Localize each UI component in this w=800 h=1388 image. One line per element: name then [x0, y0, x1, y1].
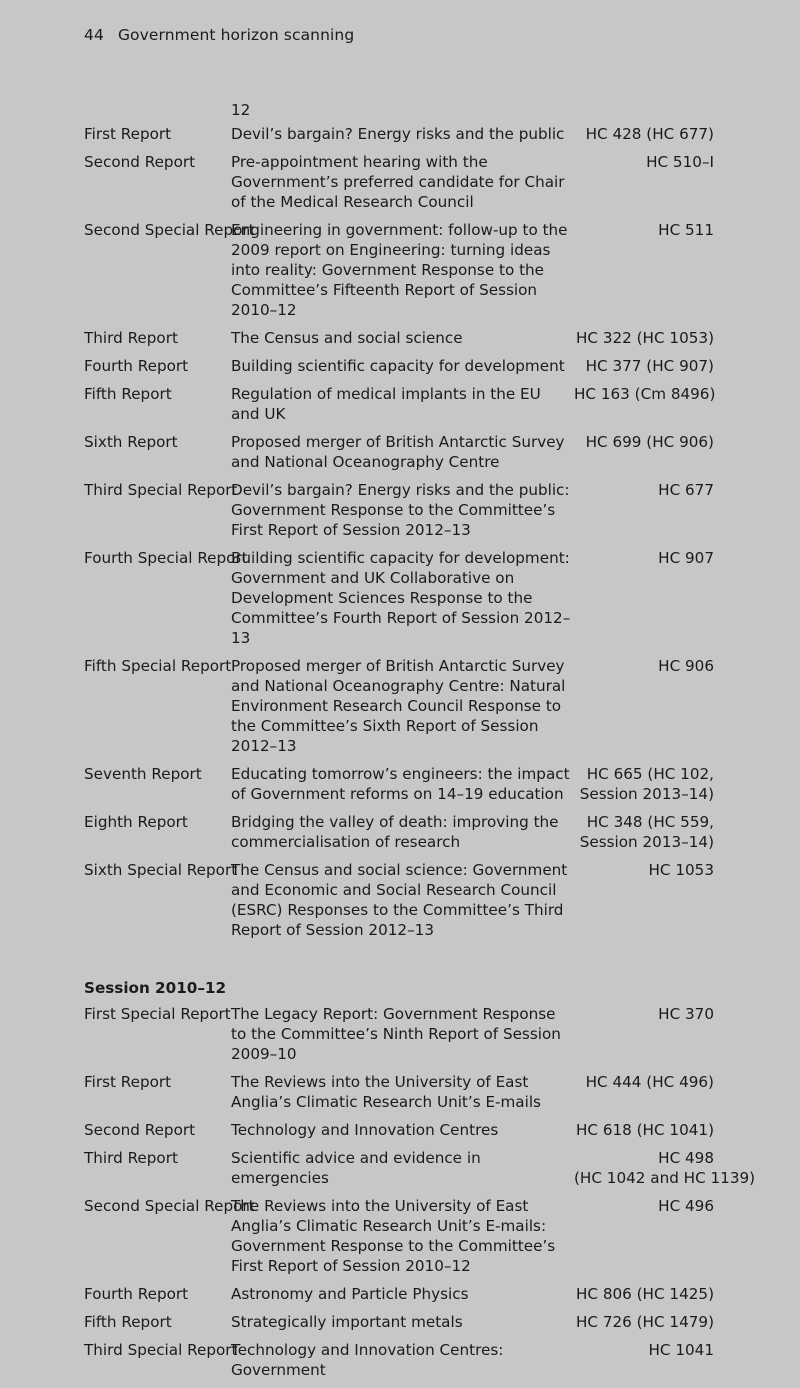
report-label: First Report	[84, 1073, 172, 1091]
list-item	[84, 152, 714, 212]
list-item	[84, 356, 714, 376]
report-title: Scientific advice and evidence in emergencies	[231, 1149, 481, 1187]
report-label: Fifth Special Report	[84, 657, 232, 675]
report-title: Proposed merger of British Antarctic Survey and National Oceanography Centre	[231, 433, 565, 471]
report-title: Educating tomorrow’s engineers: the impact of Government reforms on 14–19 education	[231, 765, 570, 803]
report-title: Strategically important metals	[231, 1313, 463, 1331]
list-item	[84, 1120, 714, 1140]
report-label: Fourth Special Report	[84, 549, 248, 567]
report-title: Devil’s bargain? Energy risks and the public: Government Response to the Committee’s First Report of Session 2012–13	[231, 481, 570, 539]
report-title: Building scientific capacity for development	[231, 357, 565, 375]
paper-reference: HC 163 (Cm 8496)	[574, 385, 716, 403]
paper-reference: HC 618 (HC 1041)	[575, 1121, 714, 1139]
report-label: First Report	[84, 125, 172, 143]
paper-reference: HC 496	[658, 1197, 714, 1215]
page-number: 44	[84, 26, 104, 44]
paper-reference: HC 1053	[648, 861, 714, 879]
report-title: Building scientific capacity for development: Government and UK Collaborative on Development Sciences Response to the Committee’s Fourth Report of Session 2012–13	[231, 549, 571, 647]
list-item	[84, 812, 714, 852]
report-title: Pre-appointment hearing with the Government’s preferred candidate for Chair of the Medical Research Council	[231, 153, 565, 211]
report-title: The Legacy Report: Government Response to the Committee’s Ninth Report of Session 2009–10	[231, 1005, 561, 1063]
running-title: Government horizon scanning	[117, 26, 355, 44]
paper-reference: HC 806 (HC 1425)	[575, 1285, 714, 1303]
report-title: Technology and Innovation Centres	[231, 1121, 499, 1139]
paper-reference: HC 906	[658, 657, 714, 675]
report-label: Third Report	[84, 1149, 178, 1167]
paper-reference: HC 699 (HC 906)	[585, 433, 714, 451]
report-title: Astronomy and Particle Physics	[231, 1285, 469, 1303]
list-item	[84, 1004, 714, 1064]
report-label: Second Report	[84, 1121, 196, 1139]
report-label: Second Special Report	[84, 1197, 255, 1215]
paper-reference: HC 428 (HC 677)	[585, 125, 714, 143]
report-label: Third Report	[84, 329, 178, 347]
list-item	[84, 764, 714, 804]
section-subheading: 12	[231, 101, 251, 119]
paper-reference: HC 377 (HC 907)	[585, 357, 714, 375]
paper-reference: HC 370	[658, 1005, 714, 1023]
list-item	[84, 1312, 714, 1332]
report-title: Engineering in government: follow-up to the 2009 report on Engineering: turning ideas into reality: Government Response to the Committee’s Fifteenth Report of Session 2010–12	[231, 221, 568, 319]
report-label: Third Special Report	[84, 1341, 238, 1359]
list-item	[84, 384, 714, 424]
list-item	[84, 548, 714, 648]
list-item	[84, 656, 714, 756]
report-label: Eighth Report	[84, 813, 188, 831]
paper-reference: HC 511	[658, 221, 714, 239]
report-label: Second Special Report	[84, 221, 255, 239]
report-label: Seventh Report	[84, 765, 202, 783]
list-item	[84, 220, 714, 320]
paper-reference: HC 677	[658, 481, 714, 499]
report-title: Devil’s bargain? Energy risks and the public	[231, 125, 565, 143]
list-item	[84, 328, 714, 348]
report-title: The Reviews into the University of East Anglia’s Climatic Research Unit’s E-mails	[231, 1073, 541, 1111]
list-item	[84, 860, 714, 940]
paper-reference: HC 510–I	[646, 153, 714, 171]
paper-reference: HC 444 (HC 496)	[585, 1073, 714, 1091]
report-label: First Special Report	[84, 1005, 231, 1023]
paper-reference: HC 1041	[648, 1341, 714, 1359]
paper-reference: HC 665 (HC 102, Session 2013–14)	[579, 765, 714, 803]
report-title: The Census and social science: Government and Economic and Social Research Council (ESRC) Responses to the Committee’s Third Report of Session 2012–13	[231, 861, 568, 939]
list-item	[84, 1196, 714, 1276]
report-title: Technology and Innovation Centres: Government	[231, 1341, 504, 1379]
report-label: Fourth Report	[84, 357, 189, 375]
report-title: Proposed merger of British Antarctic Survey and National Oceanography Centre: Natural Environment Research Council Response to the Committee’s Sixth Report of Session 2012–13	[231, 657, 566, 755]
report-label: Fifth Report	[84, 1313, 172, 1331]
list-item	[84, 1284, 714, 1304]
report-label: Fifth Report	[84, 385, 172, 403]
report-title: The Census and social science	[231, 329, 463, 347]
report-label: Sixth Report	[84, 433, 178, 451]
report-label: Third Special Report	[84, 481, 238, 499]
report-label: Fourth Report	[84, 1285, 189, 1303]
report-title: Regulation of medical implants in the EU and UK	[231, 385, 541, 423]
list-item	[84, 124, 714, 144]
paper-reference: HC 348 (HC 559, Session 2013–14)	[579, 813, 714, 851]
publications-list	[84, 100, 756, 1388]
list-item	[84, 1340, 714, 1380]
paper-reference: HC 498 (HC 1042 and HC 1139)	[574, 1149, 756, 1187]
report-title: Bridging the valley of death: improving the commercialisation of research	[231, 813, 559, 851]
report-label: Sixth Special Report	[84, 861, 238, 879]
report-label: Second Report	[84, 153, 196, 171]
list-item	[84, 432, 714, 472]
list-item	[84, 1148, 756, 1188]
list-item	[84, 480, 714, 540]
list-item	[84, 1072, 714, 1112]
running-header	[84, 26, 354, 44]
paper-reference: HC 726 (HC 1479)	[575, 1313, 714, 1331]
paper-reference: HC 907	[658, 549, 714, 567]
session-heading: Session 2010–12	[84, 979, 227, 997]
report-title: The Reviews into the University of East Anglia’s Climatic Research Unit’s E-mails: Government Response to the Committee’s First Report of Session 2010–12	[231, 1197, 556, 1275]
paper-reference: HC 322 (HC 1053)	[575, 329, 714, 347]
